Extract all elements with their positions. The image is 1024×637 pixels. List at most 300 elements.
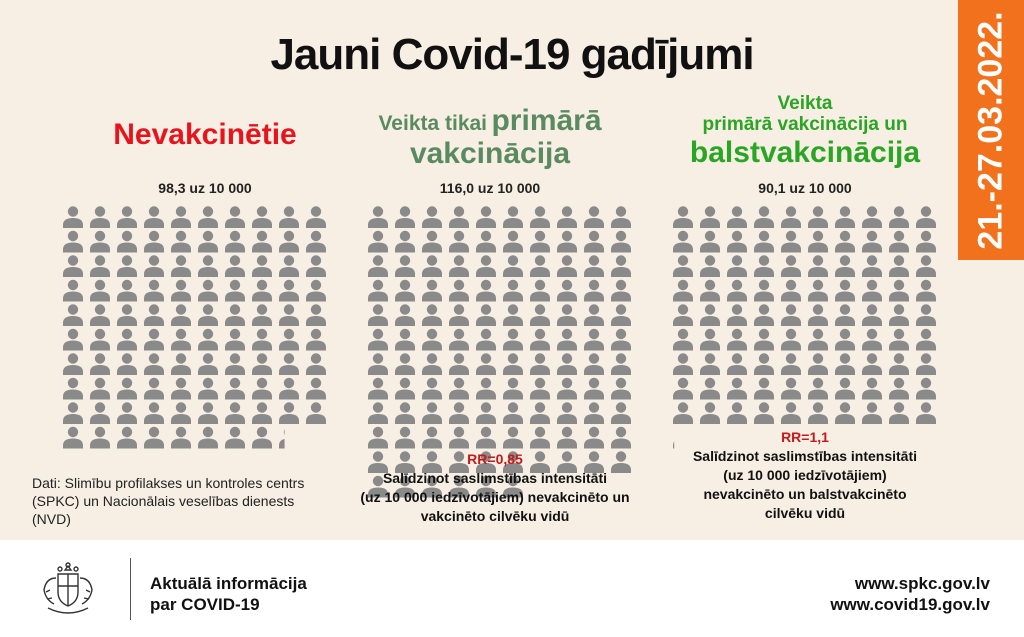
heading-primary-big1: primārā (491, 104, 602, 137)
footer-divider (130, 558, 131, 620)
person-icon (754, 231, 774, 253)
person-icon (63, 280, 83, 302)
person-icon (144, 206, 164, 228)
person-icon (476, 402, 496, 424)
person-icon (90, 206, 110, 228)
person-icon (727, 255, 747, 277)
person-icon (700, 378, 720, 400)
person-icon (584, 427, 604, 449)
person-icon (368, 304, 388, 326)
person-icon (395, 427, 415, 449)
heading-primary-small: Veikta tikai (378, 112, 488, 135)
person-icon (117, 427, 137, 449)
person-icon (395, 353, 415, 375)
person-icon (557, 206, 577, 228)
person-icon (835, 304, 855, 326)
person-icon (252, 329, 272, 351)
person-icon (727, 353, 747, 375)
person-icon (916, 378, 936, 400)
person-icon (754, 255, 774, 277)
data-source-note: Dati: Slimību profilakses un kontroles centrs (SPKC) un Nacionālais veselības dienests (NVD) (32, 475, 305, 528)
person-icon (422, 427, 442, 449)
person-icon (198, 353, 218, 375)
person-icon (449, 206, 469, 228)
person-icon (368, 206, 388, 228)
person-icon (449, 255, 469, 277)
person-icon (144, 402, 164, 424)
person-icon (862, 329, 882, 351)
person-icon (368, 378, 388, 400)
person-icon (422, 353, 442, 375)
person-icon (503, 206, 523, 228)
person-icon (530, 280, 550, 302)
person-icon (673, 206, 693, 228)
comparison-primary-line1: Salīdzinot saslimstības intensitāti (382, 469, 608, 486)
person-icon (700, 353, 720, 375)
person-icon (611, 255, 631, 277)
person-icon (754, 378, 774, 400)
person-icon (198, 329, 218, 351)
person-icon (889, 329, 909, 351)
person-icon (395, 231, 415, 253)
person-icon (584, 353, 604, 375)
person-icon (673, 378, 693, 400)
footer-line2: par COVID-19 (150, 595, 260, 615)
person-icon (306, 402, 326, 424)
person-icon (90, 402, 110, 424)
person-icon (225, 304, 245, 326)
person-icon (422, 231, 442, 253)
person-icon (781, 231, 801, 253)
heading-booster-small2: primārā vakcinācija un (702, 113, 908, 135)
person-icon (584, 329, 604, 351)
person-icon (63, 378, 83, 400)
rr-value-primary: RR=0,85 (467, 451, 523, 467)
footer-line1: Aktuālā informācija (150, 574, 307, 593)
person-icon (530, 304, 550, 326)
person-icon (395, 280, 415, 302)
rate-booster: 90,1 uz 10 000 (758, 180, 852, 196)
person-icon (557, 231, 577, 253)
person-icon (225, 280, 245, 302)
person-icon (557, 378, 577, 400)
person-icon (754, 329, 774, 351)
person-icon (198, 280, 218, 302)
person-icon (279, 329, 299, 351)
person-icon (503, 255, 523, 277)
person-icon (835, 353, 855, 375)
person-icon (117, 402, 137, 424)
person-icon (90, 280, 110, 302)
person-icon (611, 231, 631, 253)
person-icon (808, 402, 828, 424)
person-icon (368, 427, 388, 449)
person-icon (225, 353, 245, 375)
person-icon (63, 255, 83, 277)
person-icon (835, 231, 855, 253)
person-icon (225, 231, 245, 253)
comparison-booster-line1: Salīdzinot saslimstības intensitāti (692, 447, 918, 464)
person-icon (611, 353, 631, 375)
person-icon (144, 353, 164, 375)
person-icon (144, 304, 164, 326)
comparison-booster (660, 428, 950, 522)
person-icon (530, 255, 550, 277)
person-icon (306, 329, 326, 351)
person-icon (611, 427, 631, 449)
person-icon (368, 280, 388, 302)
person-icon (889, 402, 909, 424)
person-icon (530, 427, 550, 449)
person-icon (198, 304, 218, 326)
rate-primary: 116,0 uz 10 000 (439, 180, 541, 196)
person-icon (673, 304, 693, 326)
person-icon (279, 280, 299, 302)
comparison-primary-line2: (uz 10 000 iedzīvotājiem) nevakcinēto un (360, 488, 630, 505)
person-icon (862, 255, 882, 277)
person-icon (306, 353, 326, 375)
person-icon (862, 231, 882, 253)
person-icon (144, 329, 164, 351)
person-icon (916, 231, 936, 253)
person-icon (449, 280, 469, 302)
person-icon (916, 280, 936, 302)
person-icon (144, 255, 164, 277)
person-icon (171, 304, 191, 326)
person-icon (808, 255, 828, 277)
link-spkc[interactable]: www.spkc.gov.lv (854, 574, 990, 593)
person-icon (808, 304, 828, 326)
person-icon (503, 427, 523, 449)
person-icon (781, 304, 801, 326)
person-icon (90, 231, 110, 253)
person-icon (781, 206, 801, 228)
latvia-coat-of-arms-icon (38, 560, 98, 618)
person-icon (673, 255, 693, 277)
person-icon (808, 280, 828, 302)
person-icon (530, 231, 550, 253)
person-icon (530, 329, 550, 351)
person-icon (611, 402, 631, 424)
person-icon (584, 231, 604, 253)
person-icon (835, 402, 855, 424)
person-icon (862, 304, 882, 326)
person-icon (422, 378, 442, 400)
person-icon (476, 255, 496, 277)
person-icon (198, 378, 218, 400)
person-icon (225, 378, 245, 400)
comparison-booster-line3: nevakcinēto un balstvakcinēto (703, 485, 907, 502)
person-icon (449, 402, 469, 424)
person-icon (727, 402, 747, 424)
person-icon (144, 231, 164, 253)
person-icon (171, 206, 191, 228)
person-icon (252, 255, 272, 277)
person-icon (700, 280, 720, 302)
person-icon (449, 427, 469, 449)
person-icon (476, 378, 496, 400)
person-icon (916, 304, 936, 326)
person-icon (422, 206, 442, 228)
person-icon (395, 206, 415, 228)
person-icon (727, 329, 747, 351)
page-title: Jauni Covid-19 gadījumi (270, 30, 754, 79)
person-icon (306, 231, 326, 253)
person-icon (117, 378, 137, 400)
person-icon (862, 378, 882, 400)
person-icon (700, 206, 720, 228)
person-icon (503, 329, 523, 351)
person-icon (808, 329, 828, 351)
link-covid19[interactable]: www.covid19.gov.lv (830, 595, 990, 615)
person-icon (171, 280, 191, 302)
person-icon (781, 353, 801, 375)
person-icon (422, 304, 442, 326)
person-icon (835, 255, 855, 277)
heading-unvaccinated: Nevakcinētie (113, 118, 297, 151)
person-icon (252, 427, 272, 449)
person-icon (673, 231, 693, 253)
person-icon (63, 206, 83, 228)
person-icon (144, 427, 164, 449)
person-icon (808, 378, 828, 400)
comparison-booster-line4: cilvēku vidū (764, 504, 846, 521)
person-icon (449, 231, 469, 253)
person-icon (171, 329, 191, 351)
person-icon (395, 378, 415, 400)
person-icon (63, 329, 83, 351)
person-icon (306, 378, 326, 400)
person-icon (117, 304, 137, 326)
person-icon (808, 353, 828, 375)
person-icon (557, 329, 577, 351)
person-icon (63, 427, 83, 449)
person-icon (835, 206, 855, 228)
person-icon (584, 206, 604, 228)
person-icon (395, 304, 415, 326)
person-icon (395, 329, 415, 351)
person-icon (611, 378, 631, 400)
person-icon (279, 378, 299, 400)
person-icon (117, 280, 137, 302)
person-icon (368, 329, 388, 351)
person-icon (117, 206, 137, 228)
person-icon (611, 280, 631, 302)
person-icon (171, 353, 191, 375)
person-icon (584, 402, 604, 424)
person-icon (727, 378, 747, 400)
person-icon (117, 231, 137, 253)
person-icon (422, 280, 442, 302)
person-icon (530, 378, 550, 400)
person-icon (727, 231, 747, 253)
person-icon (117, 329, 137, 351)
person-icon (611, 329, 631, 351)
person-icon (252, 304, 272, 326)
person-icon (279, 206, 299, 228)
person-icon (889, 280, 909, 302)
person-icon (889, 255, 909, 277)
person-icon (171, 427, 191, 449)
person-icon (449, 304, 469, 326)
person-icon (700, 231, 720, 253)
person-icon (557, 255, 577, 277)
person-icon (754, 206, 774, 228)
person-icon (252, 280, 272, 302)
person-icon (503, 378, 523, 400)
person-icon (754, 353, 774, 375)
person-icon (835, 329, 855, 351)
footer (0, 540, 1024, 637)
person-icon (252, 353, 272, 375)
person-icon (225, 402, 245, 424)
person-icon (673, 329, 693, 351)
person-icon (808, 231, 828, 253)
person-icon (63, 304, 83, 326)
person-icon (90, 255, 110, 277)
person-icon (476, 427, 496, 449)
person-icon (862, 206, 882, 228)
person-icon (449, 329, 469, 351)
rate-unvaccinated: 98,3 uz 10 000 (158, 180, 252, 196)
person-icon (476, 280, 496, 302)
person-icon (781, 255, 801, 277)
person-icon (225, 255, 245, 277)
person-icon (700, 402, 720, 424)
person-icon (368, 402, 388, 424)
person-icon (862, 402, 882, 424)
person-icon (449, 353, 469, 375)
person-icon (727, 304, 747, 326)
person-icon (306, 304, 326, 326)
person-icon (916, 353, 936, 375)
person-icon (889, 304, 909, 326)
person-icon (90, 353, 110, 375)
footer-links (830, 573, 990, 616)
person-icon (700, 255, 720, 277)
person-icon (279, 353, 299, 375)
person-icon (279, 402, 299, 424)
person-icon (476, 206, 496, 228)
person-icon (557, 280, 577, 302)
person-icon (530, 402, 550, 424)
person-icon (368, 353, 388, 375)
person-icon (781, 329, 801, 351)
person-icon (673, 402, 693, 424)
person-icon (584, 378, 604, 400)
person-icon (503, 402, 523, 424)
comparison-booster-line2: (uz 10 000 iedzīvotājiem) (723, 466, 887, 483)
comparison-primary-line3: vakcinēto cilvēku vidū (420, 507, 570, 524)
person-icon (225, 329, 245, 351)
heading-booster-big: balstvakcinācija (689, 135, 921, 169)
person-icon (252, 231, 272, 253)
person-icon (117, 353, 137, 375)
person-icon (781, 402, 801, 424)
person-icon (225, 427, 245, 449)
partial-person-icon (279, 427, 299, 449)
person-icon (503, 280, 523, 302)
person-icon (306, 255, 326, 277)
person-icon (557, 427, 577, 449)
person-icon (368, 231, 388, 253)
person-icon (252, 378, 272, 400)
person-icon (557, 304, 577, 326)
person-icon (916, 402, 936, 424)
person-icon (368, 255, 388, 277)
person-icon (503, 304, 523, 326)
person-icon (144, 280, 164, 302)
person-icon (449, 378, 469, 400)
person-icon (171, 378, 191, 400)
heading-booster-small1: Veikta (777, 93, 833, 114)
person-icon (90, 427, 110, 449)
person-icon (395, 402, 415, 424)
person-icon (754, 280, 774, 302)
person-icon (144, 378, 164, 400)
person-icon (171, 231, 191, 253)
person-icon (225, 206, 245, 228)
person-icon (422, 402, 442, 424)
person-icon (279, 255, 299, 277)
person-icon (584, 280, 604, 302)
person-icon (198, 231, 218, 253)
person-icon (90, 378, 110, 400)
person-icon (395, 255, 415, 277)
person-icon (476, 231, 496, 253)
person-icon (727, 280, 747, 302)
rr-value-booster: RR=1,1 (781, 429, 829, 445)
person-icon (476, 304, 496, 326)
heading-primary-big2: vakcinācija (409, 137, 571, 170)
date-range-label: 21.-27.03.2022. (971, 10, 1010, 250)
person-icon (835, 280, 855, 302)
person-icon (198, 402, 218, 424)
person-icon (673, 353, 693, 375)
person-icon (279, 231, 299, 253)
person-icon (700, 304, 720, 326)
person-icon (781, 378, 801, 400)
person-icon (889, 378, 909, 400)
person-icon (198, 255, 218, 277)
person-icon (727, 206, 747, 228)
person-icon (503, 353, 523, 375)
person-icon (673, 280, 693, 302)
person-icon (808, 206, 828, 228)
person-icon (503, 231, 523, 253)
person-icon (63, 402, 83, 424)
person-icon (754, 304, 774, 326)
person-icon (916, 255, 936, 277)
person-icon (306, 206, 326, 228)
person-icon (916, 206, 936, 228)
person-icon (584, 304, 604, 326)
person-icon (611, 304, 631, 326)
person-icon (916, 329, 936, 351)
person-icon (171, 402, 191, 424)
person-icon (63, 231, 83, 253)
person-icon (835, 378, 855, 400)
person-icon (422, 255, 442, 277)
person-icon (557, 353, 577, 375)
person-icon (781, 280, 801, 302)
person-icon (530, 353, 550, 375)
person-icon (422, 329, 442, 351)
footer-info (150, 573, 307, 616)
person-icon (530, 206, 550, 228)
person-icon (476, 329, 496, 351)
person-icon (889, 206, 909, 228)
